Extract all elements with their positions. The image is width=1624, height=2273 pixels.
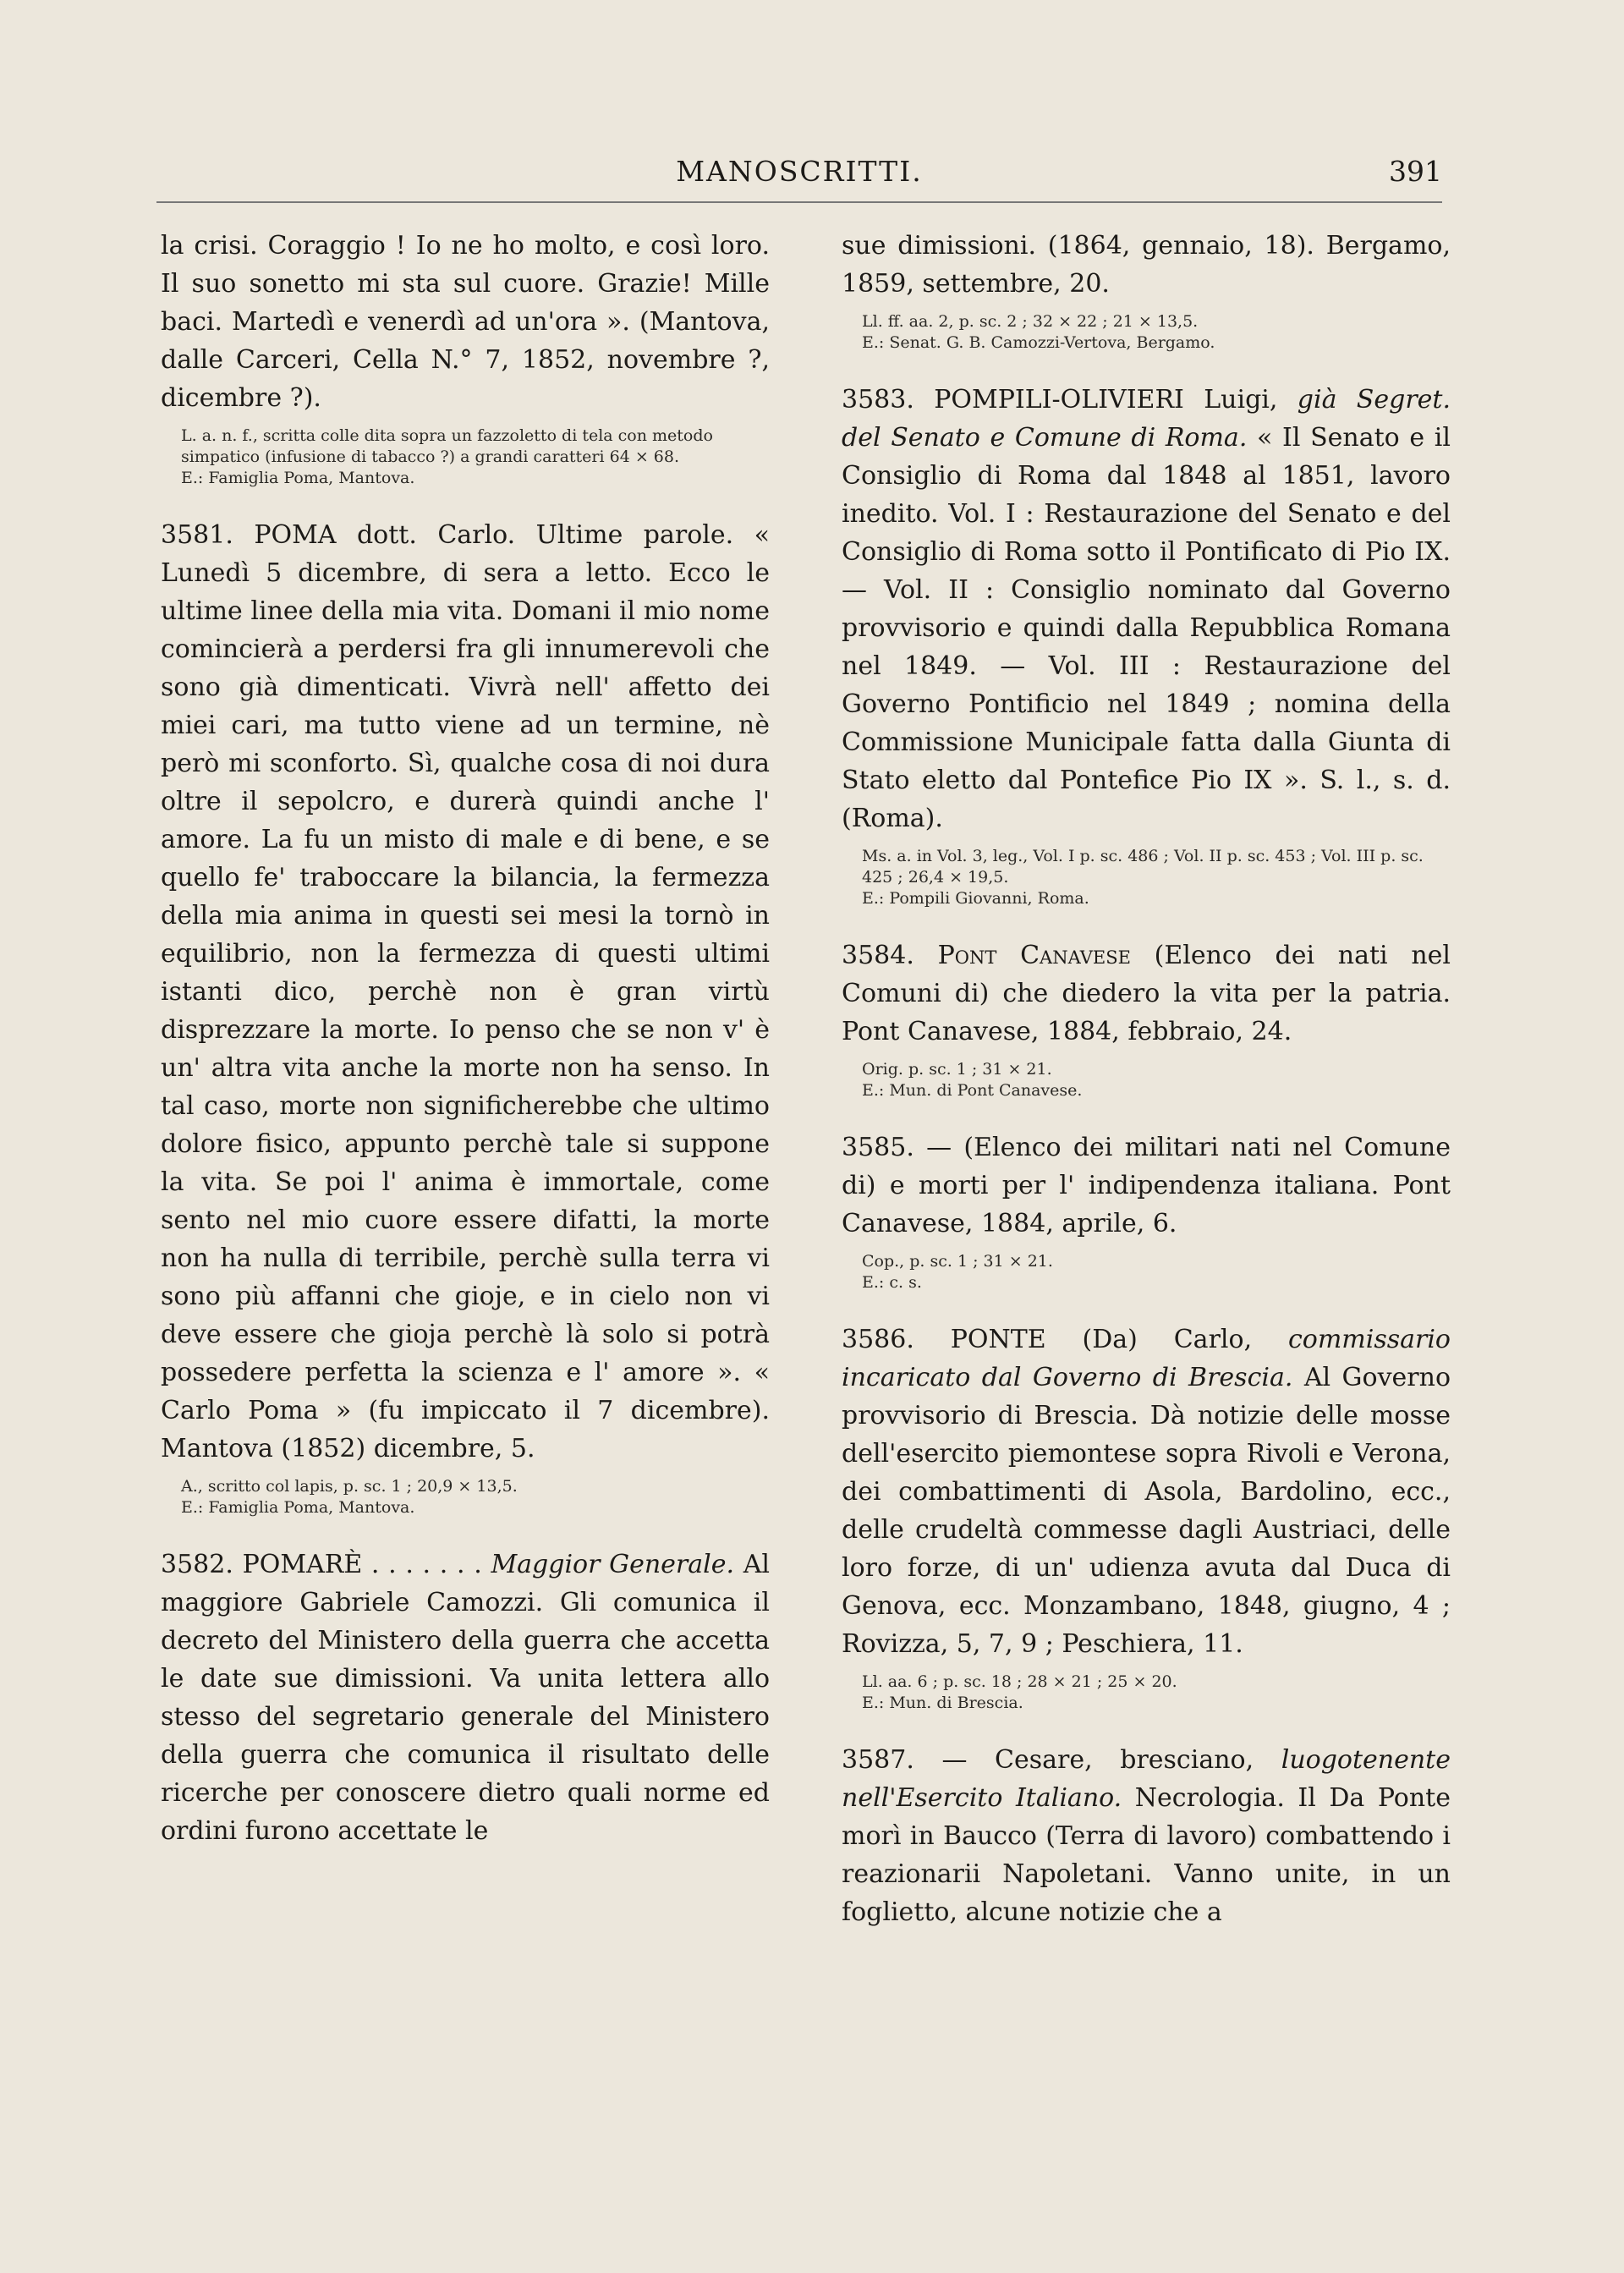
entry-title: commissario incaricato dal Governo di Brescia. (842, 1325, 1451, 1392)
entry-3584-notes (862, 1059, 1451, 1101)
entry-3582 (161, 1546, 770, 1850)
entry-note: L. a. n. f., scritta colle dita sopra un fazzoletto di tela con metodo simpatico (infusione di tabacco ?) a grandi caratteri 64 × 68. (181, 426, 713, 466)
entry-note: E.: Famiglia Poma, Mantova. (181, 469, 415, 487)
entry-3582-continuation: sue dimissioni. (1864, gennaio, 18). Bergamo, 1859, settembre, 20. (842, 231, 1451, 299)
entry-3586 (842, 1320, 1451, 1663)
entry-3587 (842, 1741, 1451, 1931)
entry-note: Ms. a. in Vol. 3, leg., Vol. I p. sc. 486 ; Vol. II p. sc. 453 ; Vol. III p. sc. 425 ; 26,4 × 19,5. (862, 847, 1424, 887)
entry-3581: 3581. POMA dott. Carlo. Ultime parole. « Lunedì 5 dicembre, di sera a letto. Ecco le ultime linee della mia vita. Domani il mio nome comincierà a perdersi fra gli innumerevoli che sono già dimenticati. Vivrà nell' affetto dei miei cari, ma tutto viene ad un termine, nè però mi sconforto. Sì, qualche cosa di noi dura oltre il sepolcro, e durerà quindi anche l' amore. La fu un misto di male e di bene, e se quello fe' traboccare la bilancia, la fermezza della mia anima in questi sei mesi la tornò in equilibrio, non la fermezza di questi ultimi istanti dico, perchè non è gran virtù disprezzare la morte. Io penso che se non v' è un' altra vita anche la morte non ha senso. In tal caso, morte non significherebbe che ultimo dolore fisico, appunto perchè tale si suppone la vita. Se poi l' anima è immortale, come sento nel mio cuore essere difatti, la morte non ha nulla di terribile, perchè sulla terra vi sono più affanni che gioje, e in cielo non vi deve essere che gioja perchè là solo si potrà possedere perfetta la scienza e l' amore ». « Carlo Poma » (fu impiccato il 7 dicembre). Mantova (1852) dicembre, 5. (161, 520, 770, 1463)
running-title: MANOSCRITTI. (676, 155, 923, 188)
entry-heading: 3583. POMPILI-OLIVIERI Luigi, (842, 385, 1278, 415)
entry-note: Orig. p. sc. 1 ; 31 × 21. (862, 1060, 1052, 1079)
entry-3582-notes (862, 311, 1451, 354)
entry-note: E.: Mun. di Pont Canavese. (862, 1081, 1083, 1100)
entry-note: E.: Senat. G. B. Camozzi-Vertova, Bergamo. (862, 333, 1215, 352)
entry-3586-notes (862, 1672, 1451, 1714)
entry-title: luogotenente nell'Esercito Italiano. (842, 1745, 1451, 1813)
entry-text: (Elenco dei nati nel Comuni di) che diedero la vita per la patria. Pont Canavese, 1884, febbraio, 24. (842, 941, 1451, 1046)
entry-note: E.: Pompili Giovanni, Roma. (862, 889, 1089, 908)
header-rule (156, 201, 1442, 203)
entry-title: già Segret. del Senato e Comune di Roma. (842, 385, 1451, 453)
entry-note: Cop., p. sc. 1 ; 31 × 21. (862, 1252, 1053, 1271)
entry-heading: 3586. PONTE (Da) Carlo, (842, 1325, 1253, 1354)
page-number: 391 (1389, 155, 1442, 188)
left-column (161, 227, 770, 1850)
entry-3583-notes (862, 846, 1451, 909)
entry-note: A., scritto col lapis, p. sc. 1 ; 20,9 × 13,5. (181, 1477, 518, 1496)
entry-note: Ll. ff. aa. 2, p. sc. 2 ; 32 × 22 ; 21 × 13,5. (862, 312, 1199, 331)
entry-3584 (842, 936, 1451, 1051)
entry-note: Ll. aa. 6 ; p. sc. 18 ; 28 × 21 ; 25 × 20. (862, 1672, 1177, 1691)
entry-heading: 3582. POMARÈ . . . . . . . (161, 1550, 482, 1579)
entry-heading: 3587. — Cesare, bresciano, (842, 1745, 1254, 1775)
entry-note: E.: c. s. (862, 1273, 922, 1292)
entry-note: E.: Famiglia Poma, Mantova. (181, 1498, 415, 1517)
page-header (156, 148, 1442, 199)
entry-3585: 3585. — (Elenco dei militari nati nel Comune di) e morti per l' indipendenza italiana. Pont Canavese, 1884, aprile, 6. (842, 1133, 1451, 1238)
entry-text: Al Governo provvisorio di Brescia. Dà notizie delle mosse dell'esercito piemontese sopra Rivoli e Verona, dei combattimenti di Asola, Bardolino, ecc., delle crudeltà commesse dagli Austriaci, delle loro forze, di un' udienza avuta dal Duca di Genova, ecc. Monzambano, 1848, giugno, 4 ; Rovizza, 5, 7, 9 ; Peschiera, 11. (842, 1363, 1451, 1659)
entry-3581-notes (181, 1476, 770, 1518)
entry-3583 (842, 381, 1451, 837)
entry-text: Necrologia. Il Da Ponte morì in Baucco (Terra di lavoro) combattendo i reazionarii Napoletani. Vanno unite, in un foglietto, alcune notizie che a (842, 1783, 1451, 1927)
right-column (842, 227, 1451, 1931)
entry-heading: 3584. Pont Canavese (842, 941, 1131, 970)
entry-3580-notes (181, 426, 770, 489)
entry-text: « Il Senato e il Consiglio di Roma dal 1848 al 1851, lavoro inedito. Vol. I : Restaurazione del Senato e del Consiglio di Roma sotto il Pontificato di Pio IX. — Vol. II : Consiglio nominato dal Governo provvisorio e quindi dalla Repubblica Romana nel 1849. — Vol. III : Restaurazione del Governo Pontificio nel 1849 ; nomina della Commissione Municipale fatta dalla Giunta di Stato eletto dal Pontefice Pio IX ». S. l., s. d. (Roma). (842, 423, 1451, 833)
entry-3585-notes (862, 1251, 1451, 1293)
entry-title: Maggior Generale. (491, 1550, 735, 1579)
entry-text: Al maggiore Gabriele Camozzi. Gli comunica il decreto del Ministero della guerra che accetta le date sue dimissioni. Va unita lettera allo stesso del segretario generale del Ministero della guerra che comunica il risultato delle ricerche per conoscere dietro quali norme ed ordini furono accettate le (161, 1550, 770, 1846)
entry-3580-continuation: la crisi. Coraggio ! Io ne ho molto, e così loro. Il suo sonetto mi sta sul cuore. Grazie! Mille baci. Martedì e venerdì ad un'ora ». (Mantova, dalle Carceri, Cella N.° 7, 1852, novembre ?, dicembre ?). (161, 231, 770, 413)
entry-note: E.: Mun. di Brescia. (862, 1694, 1023, 1712)
